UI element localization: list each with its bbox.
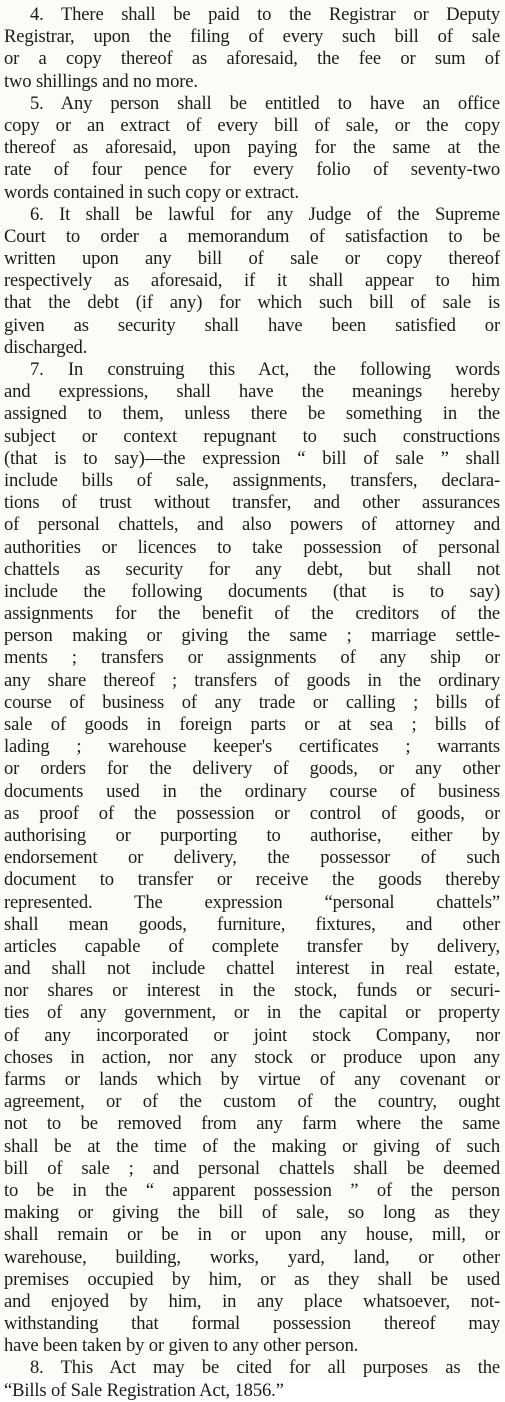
text-line: course of business of any trade or calling ; bills of <box>4 691 500 713</box>
text-line: ments ; transfers or assignments of any ship or <box>4 647 500 669</box>
section-5 <box>4 93 500 204</box>
text-line: written upon any bill of sale or copy thereof <box>4 248 500 270</box>
text-line: 4. There shall be paid to the Registrar or Deputy <box>30 4 500 25</box>
text-line: Registrar, upon the filing of every such bill of sale <box>4 26 500 48</box>
text-column <box>4 4 500 1402</box>
text-line: and shall not include chattel interest in real estate, <box>4 958 500 980</box>
text-line: include bills of sale, assignments, transfers, declara- <box>4 469 500 491</box>
text-line: shall be at the time of the making or giving of such <box>4 1135 500 1157</box>
text-line: any share thereof ; transfers of goods in the ordinary <box>4 669 500 691</box>
text-line: and expressions, shall have the meanings hereby <box>4 381 500 403</box>
text-line: rate of four pence for every folio of seventy-two <box>4 159 500 181</box>
text-line: two shillings and no more. <box>4 70 198 92</box>
text-line: not to be removed from any farm where the same <box>4 1113 500 1135</box>
text-line: endorsement or delivery, the possessor of such <box>4 847 500 869</box>
text-line: nor shares or interest in the stock, funds or securi- <box>4 980 500 1002</box>
text-line: farms or lands which by virtue of any covenant or <box>4 1069 500 1090</box>
text-line: ties of any government, or in the capital or property <box>4 1002 500 1024</box>
text-line: sale of goods in foreign parts or at sea ; bills of <box>4 714 500 735</box>
text-line: 8. This Act may be cited for all purposes as the <box>30 1357 500 1379</box>
section-8 <box>4 1357 500 1401</box>
text-line: Court to order a memorandum of satisfaction to be <box>4 225 500 247</box>
text-line: of any incorporated or joint stock Company, nor <box>4 1024 500 1046</box>
text-line: that the debt (if any) for which such bill of sale is <box>4 292 500 314</box>
text-line: 7. In construing this Act, the following words <box>30 359 500 380</box>
text-line: copy or an extract of every bill of sale, or the copy <box>4 114 500 136</box>
text-line: bill of sale ; and personal chattels shall be deemed <box>4 1157 500 1179</box>
text-line: or orders for the delivery of goods, or any other <box>4 758 500 780</box>
text-line: chattels as security for any debt, but shall not <box>4 558 500 580</box>
text-line: represented. The expression “personal chattels” <box>4 891 500 913</box>
text-line: premises occupied by him, or as they shall be used <box>4 1268 500 1290</box>
text-line: assignments for the benefit of the creditors of the <box>4 603 500 625</box>
text-line: discharged. <box>4 336 88 358</box>
text-line: warehouse, building, works, yard, land, or other <box>4 1246 500 1268</box>
text-line: thereof as aforesaid, upon paying for the same at the <box>4 137 500 159</box>
text-line: and enjoyed by him, in any place whatsoever, not- <box>4 1290 500 1312</box>
text-line: choses in action, nor any stock or produce upon any <box>4 1046 500 1068</box>
text-line: include the following documents (that is to say) <box>4 580 500 602</box>
text-line: have been taken by or given to any other person. <box>4 1335 359 1357</box>
text-line: shall mean goods, furniture, fixtures, and other <box>4 913 500 935</box>
text-line: 6. It shall be lawful for any Judge of the Supreme <box>30 203 500 225</box>
text-line: as proof of the possession or control of goods, or <box>4 802 500 824</box>
text-line: subject or context repugnant to such constructions <box>4 425 500 447</box>
text-line: 5. Any person shall be entitled to have an office <box>30 92 500 114</box>
text-line: making or giving the bill of sale, so long as they <box>4 1202 500 1224</box>
section-4 <box>4 4 500 93</box>
text-line: assigned to them, unless there be something in the <box>4 403 500 425</box>
text-line: (that is to say)—the expression “ bill of sale ” shall <box>4 447 500 469</box>
text-line: or a copy thereof as aforesaid, the fee or sum of <box>4 48 500 70</box>
text-line: lading ; warehouse keeper's certificates ; warrants <box>4 736 500 758</box>
text-line: person making or giving the same ; marriage settle- <box>4 625 500 647</box>
text-line: documents used in the ordinary course of business <box>4 780 500 802</box>
text-line: authorities or licences to take possession of personal <box>4 536 500 558</box>
text-line: agreement, or of the custom of the country, ought <box>4 1091 500 1113</box>
text-line: “Bills of Sale Registration Act, 1856.” <box>4 1379 284 1401</box>
text-line: tions of trust without transfer, and other assurances <box>4 492 500 514</box>
text-line: to be in the “ apparent possession ” of the person <box>4 1179 500 1201</box>
text-line: withstanding that formal possession thereof may <box>4 1313 500 1335</box>
text-line: articles capable of complete transfer by delivery, <box>4 935 500 957</box>
text-line: given as security shall have been satisfied or <box>4 314 500 336</box>
text-line: of personal chattels, and also powers of attorney and <box>4 514 500 536</box>
text-line: respectively as aforesaid, if it shall appear to him <box>4 270 500 292</box>
text-line: words contained in such copy or extract. <box>4 181 300 203</box>
text-line: authorising or purporting to authorise, either by <box>4 824 500 846</box>
text-line: shall remain or be in or upon any house, mill, or <box>4 1224 500 1246</box>
section-6 <box>4 204 500 359</box>
section-7 <box>4 359 500 1357</box>
text-line: document to transfer or receive the goods thereby <box>4 869 500 891</box>
